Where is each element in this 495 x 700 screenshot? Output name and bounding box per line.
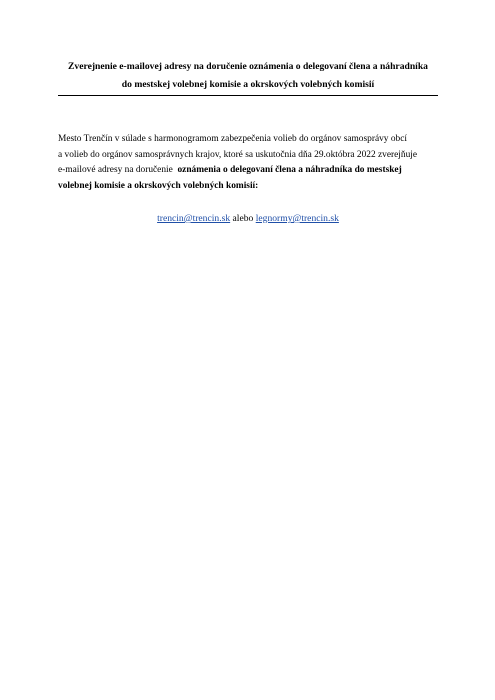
body-line-3-bold: oznámenia o delegovaní člena a náhradníka do mestskej <box>177 165 402 175</box>
body-line-4 <box>58 179 458 195</box>
body-paragraph <box>58 132 458 194</box>
document-title <box>58 58 438 94</box>
title-line-1: Zverejnenie e-mailovej adresy na doručenie oznámenia o delegovaní člena a náhradníka <box>68 61 428 72</box>
body-line-2: a volieb do orgánov samosprávnych krajov, ktoré sa uskutočnia dňa 29.októbra 2022 zverejňuje <box>58 149 418 160</box>
email-link-trencin[interactable]: trencin@trencin.sk <box>157 213 231 224</box>
body-line-3 <box>58 163 458 179</box>
body-line-4-bold: volebnej komisie a okrskových volebných komisií: <box>58 180 259 191</box>
title-line-2: do mestskej volebnej komisie a okrskových volebných komisií <box>121 79 375 90</box>
email-addresses <box>58 212 438 226</box>
email-link-legnormy[interactable]: legnormy@trencin.sk <box>255 213 339 224</box>
body-line-3-normal: e-mailové adresy na doručenie <box>58 165 178 175</box>
title-divider <box>58 95 438 96</box>
body-line-1: Mesto Trenčín v súlade s harmonogramom zabezpečenia volieb do orgánov samosprávy obcí <box>58 134 407 144</box>
email-separator: alebo <box>230 213 256 224</box>
